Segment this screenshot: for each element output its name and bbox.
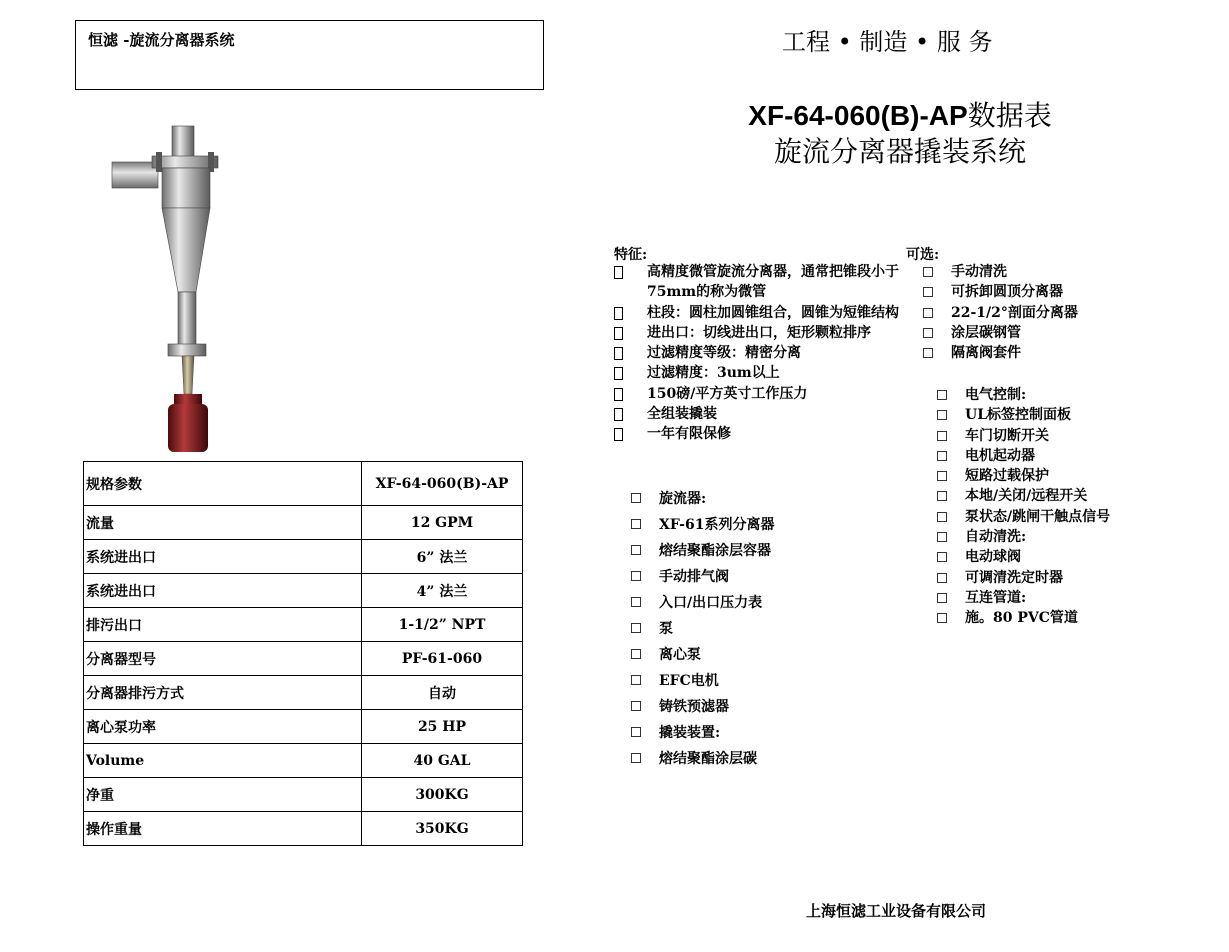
list-item — [923, 303, 1078, 323]
checkbox-icon — [631, 746, 641, 772]
checkbox-icon — [937, 486, 947, 507]
list-item-text: 泵状态/跳闸干触点信号 — [965, 508, 1111, 525]
list-item — [614, 363, 904, 383]
list-item — [614, 404, 904, 424]
spec-label: 系统进出口 — [84, 540, 362, 574]
list-item-text: 施。80 PVC管道 — [965, 610, 1078, 627]
list-item-text: 手动排气阀 — [659, 569, 729, 585]
list-item-text: 隔离阀套件 — [951, 345, 1021, 362]
list-item — [614, 424, 904, 444]
list-item-text: 入口/出口压力表 — [659, 595, 763, 611]
list-item-text: 过滤精度等级：精密分离 — [647, 345, 801, 362]
equipment-list — [631, 486, 774, 772]
bullet-icon — [614, 424, 623, 447]
table-row — [84, 710, 523, 744]
list-item — [937, 588, 1110, 608]
list-item-text: 电机起动器 — [965, 447, 1035, 464]
spec-value: 25 HP — [362, 710, 523, 744]
features-list — [614, 262, 904, 445]
checkbox-icon — [631, 564, 641, 590]
list-item-text: 涂层碳钢管 — [951, 324, 1021, 341]
list-item-text: 熔结聚酯涂层容器 — [659, 543, 771, 559]
checkbox-icon — [923, 343, 933, 364]
list-item-text: 手动清洗 — [951, 264, 1007, 280]
spec-label: 离心泵功率 — [84, 710, 362, 744]
table-row — [84, 642, 523, 676]
checkbox-icon — [631, 720, 641, 746]
spec-label: 排污出口 — [84, 608, 362, 642]
spec-label: 流量 — [84, 506, 362, 540]
list-item — [937, 527, 1110, 547]
spec-value: 350KG — [362, 812, 523, 846]
list-item-text: 22-1/2°剖面分离器 — [951, 304, 1078, 321]
table-row — [84, 778, 523, 812]
list-item-text: UL标签控制面板 — [965, 407, 1072, 424]
checkbox-icon — [631, 616, 641, 642]
list-item — [937, 507, 1110, 527]
list-item — [631, 564, 774, 590]
list-item — [937, 547, 1110, 567]
list-item — [614, 343, 904, 363]
list-item-text: 电动球阀 — [965, 549, 1021, 566]
list-item — [614, 262, 904, 303]
list-item-text: 短路过载保护 — [965, 468, 1049, 485]
list-item — [937, 405, 1110, 425]
optional-label: 可选: — [906, 247, 940, 263]
spec-value: 12 GPM — [362, 506, 523, 540]
list-item-text: 自动清洗: — [965, 529, 1027, 546]
list-item — [631, 512, 774, 538]
electrical-control-list — [937, 385, 1110, 629]
checkbox-icon — [631, 642, 641, 668]
list-item-text: 本地/关闭/远程开关 — [965, 488, 1088, 505]
list-item — [937, 568, 1110, 588]
spec-value: 4” 法兰 — [362, 574, 523, 608]
spec-label: 系统进出口 — [84, 574, 362, 608]
checkbox-icon — [937, 547, 947, 568]
table-row — [84, 608, 523, 642]
list-item — [937, 426, 1110, 446]
checkbox-icon — [631, 512, 641, 538]
checkbox-icon — [631, 538, 641, 564]
checkbox-icon — [923, 282, 933, 303]
title-box — [75, 20, 544, 90]
document-title — [600, 98, 1200, 170]
spec-value: 6” 法兰 — [362, 540, 523, 574]
checkbox-icon — [937, 405, 947, 426]
checkbox-icon — [937, 507, 947, 528]
list-item — [631, 538, 774, 564]
checkbox-icon — [631, 668, 641, 694]
list-item — [631, 694, 774, 720]
list-item — [631, 720, 774, 746]
table-row — [84, 744, 523, 778]
checkbox-icon — [923, 262, 933, 283]
document-code: XF-64-060(B)-AP — [748, 100, 968, 131]
list-item-text: 全组装撬装 — [647, 406, 717, 423]
list-item — [937, 608, 1110, 628]
company-name: 上海恒滤工业设备有限公司 — [806, 902, 987, 920]
checkbox-icon — [937, 426, 947, 447]
list-item — [614, 384, 904, 404]
checkbox-icon — [631, 694, 641, 720]
document-subtitle: 旋流分离器撬装系统 — [773, 135, 1026, 168]
list-item-text: 旋流器: — [659, 491, 707, 507]
list-item — [923, 343, 1078, 363]
list-item-text: 熔结聚酯涂层碳 — [659, 751, 757, 767]
list-item — [631, 486, 774, 512]
list-item-text: 可调清洗定时器 — [965, 569, 1063, 586]
checkbox-icon — [937, 527, 947, 548]
spec-label: 净重 — [84, 778, 362, 812]
list-item — [923, 282, 1078, 302]
spec-label: Volume — [84, 744, 362, 778]
checkbox-icon — [937, 568, 947, 589]
list-item — [614, 303, 904, 323]
list-item — [631, 668, 774, 694]
list-item — [937, 466, 1110, 486]
table-row — [84, 812, 523, 846]
document-code-line — [600, 98, 1200, 134]
list-item — [614, 323, 904, 343]
table-row — [84, 676, 523, 710]
cyclone-separator-illustration — [108, 122, 228, 452]
list-item-text: 过滤精度：3um以上 — [647, 365, 780, 382]
spec-value: 300KG — [362, 778, 523, 812]
list-item-text: 互连管道: — [965, 589, 1027, 606]
spec-value: 自动 — [362, 676, 523, 710]
document-code-suffix: 数据表 — [967, 99, 1052, 132]
checkbox-icon — [631, 590, 641, 616]
spec-value: PF-61-060 — [362, 642, 523, 676]
features-label: 特征: — [614, 247, 648, 263]
list-item — [937, 446, 1110, 466]
list-item-text: 铸铁预滤器 — [659, 699, 729, 715]
table-row — [84, 506, 523, 540]
checkbox-icon — [937, 608, 947, 629]
specification-table — [83, 461, 523, 846]
list-item-text: 高精度微管旋流分离器，通常把锥段小于75mm的称为微管 — [647, 264, 899, 301]
table-row — [84, 540, 523, 574]
list-item-text: 150磅/平方英寸工作压力 — [647, 385, 808, 402]
list-item-text: 车门切断开关 — [965, 427, 1049, 444]
list-item-text: 泵 — [659, 621, 673, 637]
slogan: 工程 • 制造 • 服 务 — [782, 28, 993, 56]
list-item — [937, 486, 1110, 506]
list-item-text: 进出口：切线进出口，矩形颗粒排序 — [647, 324, 871, 341]
spec-label: 分离器型号 — [84, 642, 362, 676]
spec-value: XF-64-060(B)-AP — [362, 462, 523, 506]
list-item-text: EFC电机 — [659, 673, 719, 689]
spec-label: 分离器排污方式 — [84, 676, 362, 710]
checkbox-icon — [937, 588, 947, 609]
checkbox-icon — [937, 466, 947, 487]
list-item-text: 可拆卸圆顶分离器 — [951, 284, 1063, 301]
spec-value: 1-1/2” NPT — [362, 608, 523, 642]
checkbox-icon — [631, 486, 641, 512]
list-item — [937, 385, 1110, 405]
list-item — [923, 262, 1078, 282]
list-item-text: 柱段：圆柱加圆锥组合，圆锥为短锥结构 — [647, 304, 899, 321]
list-item — [631, 746, 774, 772]
list-item-text: 电气控制: — [965, 387, 1027, 403]
list-item — [923, 323, 1078, 343]
spec-label: 规格参数 — [84, 462, 362, 506]
table-row — [84, 574, 523, 608]
optional-list — [923, 262, 1078, 363]
checkbox-icon — [923, 303, 933, 324]
checkbox-icon — [937, 385, 947, 406]
table-row — [84, 462, 523, 506]
list-item — [631, 590, 774, 616]
list-item-text: 离心泵 — [659, 647, 701, 663]
brand-title: 恒滤 -旋流分离器系统 — [88, 31, 235, 49]
list-item-text: 一年有限保修 — [647, 426, 731, 443]
list-item-text: 撬装装置: — [659, 725, 721, 741]
list-item — [631, 616, 774, 642]
checkbox-icon — [923, 323, 933, 344]
spec-value: 40 GAL — [362, 744, 523, 778]
list-item-text: XF-61系列分离器 — [659, 517, 775, 533]
checkbox-icon — [937, 446, 947, 467]
list-item — [631, 642, 774, 668]
bullet-icon — [614, 262, 623, 285]
spec-label: 操作重量 — [84, 812, 362, 846]
